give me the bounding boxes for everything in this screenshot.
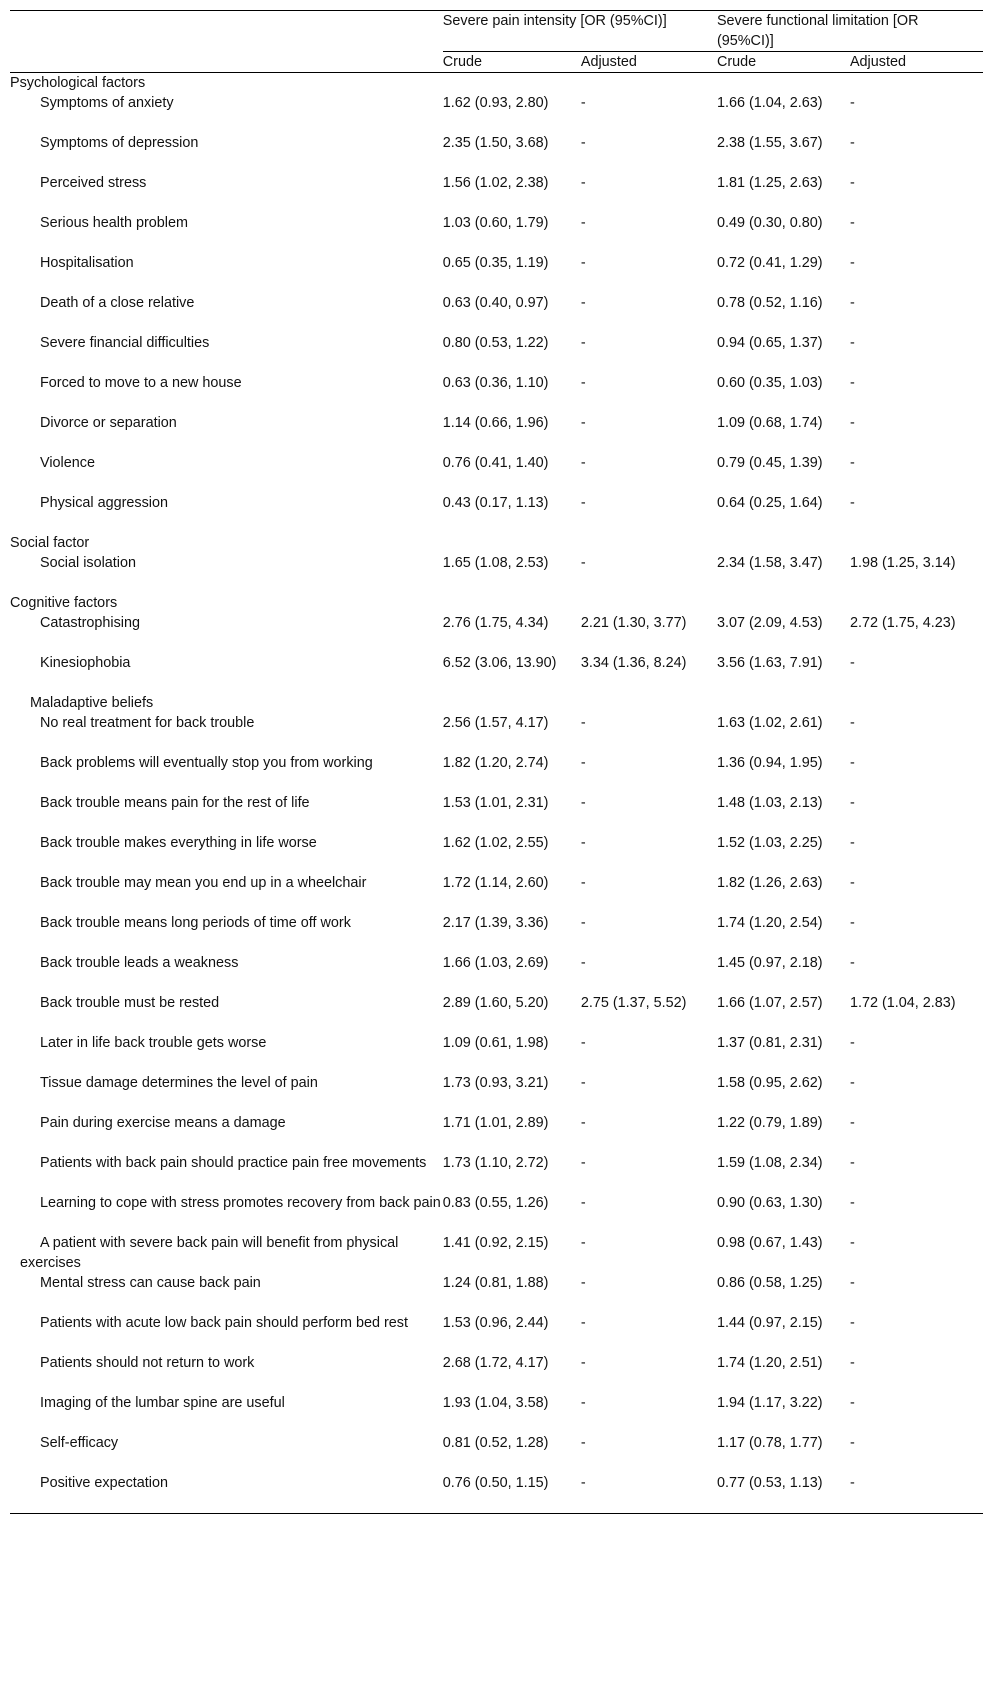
row-label: Imaging of the lumbar spine are useful xyxy=(40,1395,285,1411)
row-label: Patients with back pain should practice pain free movements xyxy=(40,1155,427,1171)
func-crude-value: 1.09 (0.68, 1.74) xyxy=(716,415,823,431)
func-crude-value: 0.90 (0.63, 1.30) xyxy=(716,1195,823,1211)
func-crude-value: 0.86 (0.58, 1.25) xyxy=(716,1275,823,1291)
pain-crude-value: 0.80 (0.53, 1.22) xyxy=(442,335,549,351)
table-row xyxy=(10,1353,983,1393)
func-crude-value: 0.72 (0.41, 1.29) xyxy=(716,255,823,271)
pain-adjusted-value: - xyxy=(580,95,586,111)
pain-crude-value: 1.03 (0.60, 1.79) xyxy=(442,215,549,231)
table-row xyxy=(10,93,983,133)
func-adjusted-value: 1.98 (1.25, 3.14) xyxy=(849,555,956,571)
pain-crude-value: 1.24 (0.81, 1.88) xyxy=(442,1275,549,1291)
table-row xyxy=(10,453,983,493)
func-crude-value: 0.77 (0.53, 1.13) xyxy=(717,1473,850,1514)
pain-adjusted-value: - xyxy=(580,495,586,511)
table-row xyxy=(10,1433,983,1473)
row-label: Perceived stress xyxy=(40,175,147,191)
table-row xyxy=(10,1233,983,1273)
pain-crude-value: 1.71 (1.01, 2.89) xyxy=(442,1115,549,1131)
pain-crude-value: 1.09 (0.61, 1.98) xyxy=(442,1035,549,1051)
func-crude-value: 3.07 (2.09, 4.53) xyxy=(716,615,823,631)
pain-crude-value: 2.89 (1.60, 5.20) xyxy=(442,995,549,1011)
func-crude-value: 0.49 (0.30, 0.80) xyxy=(716,215,823,231)
row-label: Back problems will eventually stop you from working xyxy=(40,755,373,771)
table-row xyxy=(10,1473,983,1514)
pain-crude-value: 1.14 (0.66, 1.96) xyxy=(442,415,549,431)
group-heading-row xyxy=(10,533,983,553)
func-crude-value: 0.98 (0.67, 1.43) xyxy=(716,1235,823,1251)
pain-adjusted-value: - xyxy=(580,915,586,931)
pain-adjusted-value: - xyxy=(580,1355,586,1371)
func-adjusted-value: - xyxy=(849,1195,855,1211)
table-row xyxy=(10,1393,983,1433)
pain-adjusted-value: - xyxy=(580,835,586,851)
row-label: Symptoms of depression xyxy=(40,135,199,151)
pain-adjusted-value: - xyxy=(580,135,586,151)
func-crude-value: 1.44 (0.97, 2.15) xyxy=(716,1315,823,1331)
table-row xyxy=(10,713,983,753)
pain-crude-value: 2.35 (1.50, 3.68) xyxy=(442,135,549,151)
func-adjusted-value: - xyxy=(849,295,855,311)
pain-crude-value: 0.63 (0.40, 0.97) xyxy=(442,295,549,311)
pain-crude-value: 1.72 (1.14, 2.60) xyxy=(442,875,549,891)
pain-adjusted-value: - xyxy=(580,1395,586,1411)
pain-adjusted-value: - xyxy=(580,295,586,311)
row-label: Divorce or separation xyxy=(40,415,177,431)
row-label: Tissue damage determines the level of pain xyxy=(40,1075,318,1091)
func-adjusted-value: - xyxy=(849,1275,855,1291)
row-label: Mental stress can cause back pain xyxy=(40,1275,261,1291)
pain-crude-value: 1.62 (1.02, 2.55) xyxy=(442,835,549,851)
row-label: Back trouble must be rested xyxy=(40,995,220,1011)
pain-adjusted-value: - xyxy=(580,1075,586,1091)
func-crude-value: 0.60 (0.35, 1.03) xyxy=(716,375,823,391)
header-functional-limitation: Severe functional limitation [OR (95%CI)] xyxy=(716,13,919,49)
func-adjusted-value: - xyxy=(849,215,855,231)
row-label: Back trouble makes everything in life worse xyxy=(40,835,317,851)
table-row xyxy=(10,373,983,413)
header-row-groups xyxy=(10,11,983,52)
header-pain-intensity: Severe pain intensity [OR (95%CI)] xyxy=(442,13,667,29)
row-label: Pain during exercise means a damage xyxy=(40,1115,286,1131)
table-row xyxy=(10,953,983,993)
table-row xyxy=(10,413,983,453)
table-row xyxy=(10,1193,983,1233)
table-row xyxy=(10,493,983,533)
pain-crude-value: 1.93 (1.04, 3.58) xyxy=(442,1395,549,1411)
pain-crude-value: 1.73 (1.10, 2.72) xyxy=(442,1155,549,1171)
table-row xyxy=(10,1033,983,1073)
func-crude-value: 1.22 (0.79, 1.89) xyxy=(716,1115,823,1131)
pain-crude-value: 2.56 (1.57, 4.17) xyxy=(442,715,549,731)
pain-adjusted-value: - xyxy=(580,795,586,811)
header-row-subcols xyxy=(10,52,983,73)
pain-crude-value: 1.41 (0.92, 2.15) xyxy=(442,1235,549,1251)
pain-adjusted-value: - xyxy=(581,1473,717,1514)
pain-crude-value: 1.82 (1.20, 2.74) xyxy=(442,755,549,771)
pain-adjusted-value: - xyxy=(580,1155,586,1171)
pain-adjusted-value: - xyxy=(580,335,586,351)
row-label: Self-efficacy xyxy=(40,1435,119,1451)
row-label: Back trouble means pain for the rest of life xyxy=(40,795,310,811)
row-label: A patient with severe back pain will benefit from physical exercises xyxy=(20,1235,399,1271)
func-adjusted-value: - xyxy=(849,95,855,111)
row-label: Later in life back trouble gets worse xyxy=(40,1035,267,1051)
func-adjusted-value: - xyxy=(849,455,855,471)
func-adjusted-value: - xyxy=(849,135,855,151)
func-adjusted-value: - xyxy=(849,495,855,511)
group-heading: Cognitive factors xyxy=(10,595,118,611)
func-adjusted-value: - xyxy=(849,875,855,891)
table-row xyxy=(10,833,983,873)
table-row xyxy=(10,613,983,653)
row-label: Social isolation xyxy=(40,555,136,571)
func-adjusted-value: - xyxy=(849,1315,855,1331)
row-label: No real treatment for back trouble xyxy=(40,715,255,731)
results-table xyxy=(10,10,983,1514)
pain-adjusted-value: - xyxy=(580,255,586,271)
func-adjusted-value: - xyxy=(849,835,855,851)
table-row xyxy=(10,653,983,693)
table-body xyxy=(10,73,983,1514)
group-heading: Psychological factors xyxy=(10,75,146,91)
pain-adjusted-value: - xyxy=(580,375,586,391)
func-adjusted-value: - xyxy=(849,375,855,391)
row-label: Catastrophising xyxy=(40,615,140,631)
pain-adjusted-value: - xyxy=(580,215,586,231)
func-crude-value: 3.56 (1.63, 7.91) xyxy=(716,655,823,671)
header-pain-adjusted: Adjusted xyxy=(581,52,717,73)
group-heading-row xyxy=(10,593,983,613)
pain-adjusted-value: 2.75 (1.37, 5.52) xyxy=(580,995,687,1011)
row-label: Violence xyxy=(40,455,95,471)
func-adjusted-value: - xyxy=(849,1115,855,1131)
row-label: Severe financial difficulties xyxy=(40,335,210,351)
header-func-adjusted: Adjusted xyxy=(850,52,983,73)
pain-crude-value: 2.68 (1.72, 4.17) xyxy=(442,1355,549,1371)
pain-crude-value: 0.83 (0.55, 1.26) xyxy=(442,1195,549,1211)
row-label: Kinesiophobia xyxy=(40,655,131,671)
group-heading-row xyxy=(10,73,983,94)
subheading-row xyxy=(10,693,983,713)
func-adjusted-value: - xyxy=(849,1395,855,1411)
func-crude-value: 1.36 (0.94, 1.95) xyxy=(716,755,823,771)
pain-adjusted-value: - xyxy=(580,1195,586,1211)
row-label: Positive expectation xyxy=(10,1473,443,1514)
func-adjusted-value: 1.72 (1.04, 2.83) xyxy=(849,995,956,1011)
table-row xyxy=(10,1313,983,1353)
pain-adjusted-value: - xyxy=(580,1115,586,1131)
header-func-crude: Crude xyxy=(717,52,850,73)
func-crude-value: 0.94 (0.65, 1.37) xyxy=(716,335,823,351)
pain-adjusted-value: - xyxy=(580,875,586,891)
pain-crude-value: 1.62 (0.93, 2.80) xyxy=(442,95,549,111)
func-crude-value: 1.81 (1.25, 2.63) xyxy=(716,175,823,191)
group-heading: Social factor xyxy=(10,535,90,551)
func-crude-value: 0.79 (0.45, 1.39) xyxy=(716,455,823,471)
func-crude-value: 1.48 (1.03, 2.13) xyxy=(716,795,823,811)
table-row xyxy=(10,1113,983,1153)
row-label: Physical aggression xyxy=(40,495,168,511)
table-row xyxy=(10,993,983,1033)
pain-crude-value: 1.73 (0.93, 3.21) xyxy=(442,1075,549,1091)
pain-adjusted-value: - xyxy=(580,1235,586,1251)
func-adjusted-value: 2.72 (1.75, 4.23) xyxy=(849,615,956,631)
table-row xyxy=(10,1273,983,1313)
table-row xyxy=(10,253,983,293)
func-crude-value: 2.38 (1.55, 3.67) xyxy=(716,135,823,151)
pain-crude-value: 0.76 (0.41, 1.40) xyxy=(442,455,549,471)
func-adjusted-value: - xyxy=(850,1473,983,1514)
pain-crude-value: 1.66 (1.03, 2.69) xyxy=(442,955,549,971)
func-adjusted-value: - xyxy=(849,715,855,731)
pain-crude-value: 1.53 (0.96, 2.44) xyxy=(442,1315,549,1331)
pain-crude-value: 2.17 (1.39, 3.36) xyxy=(442,915,549,931)
func-adjusted-value: - xyxy=(849,335,855,351)
func-crude-value: 0.64 (0.25, 1.64) xyxy=(716,495,823,511)
row-label: Forced to move to a new house xyxy=(40,375,242,391)
pain-adjusted-value: - xyxy=(580,455,586,471)
table-row xyxy=(10,333,983,373)
func-crude-value: 2.34 (1.58, 3.47) xyxy=(716,555,823,571)
row-label: Serious health problem xyxy=(40,215,188,231)
subheading: Maladaptive beliefs xyxy=(30,695,154,711)
pain-adjusted-value: - xyxy=(580,1275,586,1291)
row-label: Back trouble leads a weakness xyxy=(40,955,239,971)
func-adjusted-value: - xyxy=(849,655,855,671)
pain-crude-value: 1.56 (1.02, 2.38) xyxy=(442,175,549,191)
func-crude-value: 1.82 (1.26, 2.63) xyxy=(716,875,823,891)
pain-crude-value: 0.63 (0.36, 1.10) xyxy=(442,375,549,391)
pain-crude-value: 6.52 (3.06, 13.90) xyxy=(442,655,557,671)
pain-adjusted-value: - xyxy=(580,555,586,571)
func-crude-value: 1.37 (0.81, 2.31) xyxy=(716,1035,823,1051)
table-row xyxy=(10,133,983,173)
row-label: Learning to cope with stress promotes recovery from back pain xyxy=(40,1195,441,1211)
table-row xyxy=(10,173,983,213)
func-adjusted-value: - xyxy=(849,1355,855,1371)
pain-adjusted-value: - xyxy=(580,175,586,191)
func-adjusted-value: - xyxy=(849,955,855,971)
func-adjusted-value: - xyxy=(849,795,855,811)
func-adjusted-value: - xyxy=(849,1075,855,1091)
table-row xyxy=(10,873,983,913)
func-crude-value: 1.66 (1.07, 2.57) xyxy=(716,995,823,1011)
func-adjusted-value: - xyxy=(849,255,855,271)
func-adjusted-value: - xyxy=(849,1155,855,1171)
table-row xyxy=(10,1073,983,1113)
row-label: Patients with acute low back pain should perform bed rest xyxy=(40,1315,408,1331)
header-pain-crude: Crude xyxy=(443,52,581,73)
func-adjusted-value: - xyxy=(849,175,855,191)
pain-adjusted-value: - xyxy=(580,1315,586,1331)
header-empty-2 xyxy=(10,52,443,73)
row-label: Back trouble may mean you end up in a wheelchair xyxy=(40,875,367,891)
pain-crude-value: 1.53 (1.01, 2.31) xyxy=(442,795,549,811)
table-row xyxy=(10,913,983,953)
func-crude-value: 1.63 (1.02, 2.61) xyxy=(716,715,823,731)
table-row xyxy=(10,293,983,333)
func-crude-value: 1.74 (1.20, 2.51) xyxy=(716,1355,823,1371)
func-adjusted-value: - xyxy=(849,415,855,431)
func-adjusted-value: - xyxy=(849,755,855,771)
header-empty xyxy=(10,11,443,52)
func-crude-value: 1.74 (1.20, 2.54) xyxy=(716,915,823,931)
pain-adjusted-value: 3.34 (1.36, 8.24) xyxy=(580,655,687,671)
pain-crude-value: 0.43 (0.17, 1.13) xyxy=(442,495,549,511)
func-crude-value: 0.78 (0.52, 1.16) xyxy=(716,295,823,311)
pain-crude-value: 0.65 (0.35, 1.19) xyxy=(442,255,549,271)
row-label: Symptoms of anxiety xyxy=(40,95,174,111)
pain-adjusted-value: - xyxy=(580,955,586,971)
func-adjusted-value: - xyxy=(849,1235,855,1251)
func-adjusted-value: - xyxy=(849,915,855,931)
func-crude-value: 1.45 (0.97, 2.18) xyxy=(716,955,823,971)
pain-adjusted-value: 2.21 (1.30, 3.77) xyxy=(580,615,687,631)
pain-adjusted-value: - xyxy=(580,1035,586,1051)
func-adjusted-value: - xyxy=(849,1035,855,1051)
func-crude-value: 1.66 (1.04, 2.63) xyxy=(716,95,823,111)
func-crude-value: 1.17 (0.78, 1.77) xyxy=(716,1435,823,1451)
table-row xyxy=(10,753,983,793)
table-row xyxy=(10,793,983,833)
pain-crude-value: 0.81 (0.52, 1.28) xyxy=(442,1435,549,1451)
func-adjusted-value: - xyxy=(849,1435,855,1451)
pain-adjusted-value: - xyxy=(580,755,586,771)
func-crude-value: 1.59 (1.08, 2.34) xyxy=(716,1155,823,1171)
pain-adjusted-value: - xyxy=(580,715,586,731)
pain-crude-value: 1.65 (1.08, 2.53) xyxy=(442,555,549,571)
table-row xyxy=(10,1153,983,1193)
pain-crude-value: 0.76 (0.50, 1.15) xyxy=(443,1473,581,1514)
func-crude-value: 1.58 (0.95, 2.62) xyxy=(716,1075,823,1091)
table-row xyxy=(10,213,983,253)
func-crude-value: 1.52 (1.03, 2.25) xyxy=(716,835,823,851)
row-label: Patients should not return to work xyxy=(40,1355,255,1371)
pain-adjusted-value: - xyxy=(580,415,586,431)
table-row xyxy=(10,553,983,593)
pain-crude-value: 2.76 (1.75, 4.34) xyxy=(442,615,549,631)
pain-adjusted-value: - xyxy=(580,1435,586,1451)
row-label: Back trouble means long periods of time off work xyxy=(40,915,351,931)
row-label: Hospitalisation xyxy=(40,255,134,271)
func-crude-value: 1.94 (1.17, 3.22) xyxy=(716,1395,823,1411)
row-label: Death of a close relative xyxy=(40,295,195,311)
